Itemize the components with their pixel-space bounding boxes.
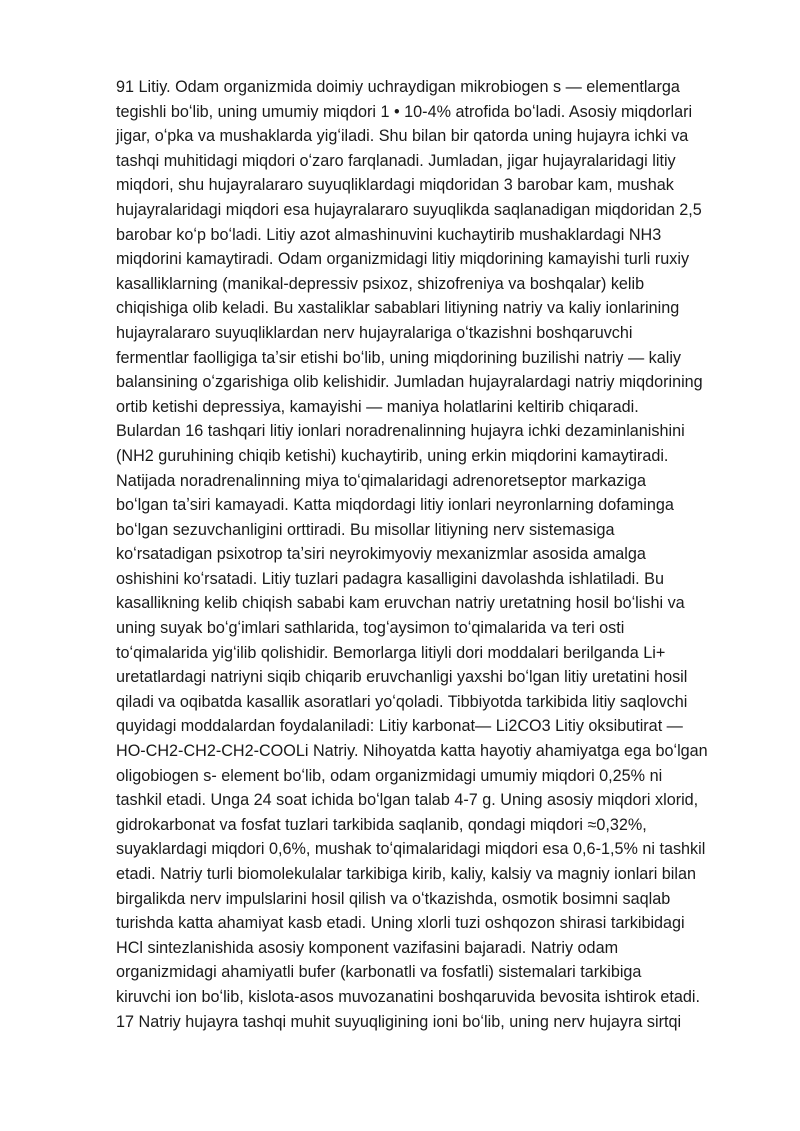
text-line: boʻlgan sezuvchanligini orttiradi. Bu misollar litiyning nerv sistemasiga <box>116 520 615 539</box>
text-line: hujayralaridagi miqdori esa hujayralararo suyuqlikda saqlanadigan miqdoridan 2,5 <box>116 200 702 219</box>
text-line: oligobiogen s- element boʻlib, odam organizmidagi umumiy miqdori 0,25% ni <box>116 766 663 785</box>
text-line: kasalliklarning (manikal-depressiv psixoz, shizofreniya va boshqalar) kelib <box>116 274 645 293</box>
text-line: boʻlgan taʼsiri kamayadi. Katta miqdordagi litiy ionlari neyronlarning dofaminga <box>116 496 674 515</box>
text-line: ortib ketishi depressiya, kamayishi — maniya holatlarini keltirib chiqaradi. <box>116 397 639 416</box>
text-line: quyidagi moddalardan foydalaniladi: Litiy karbonat— Li2CO3 Litiy oksibutirat — <box>116 717 683 736</box>
text-line: Natijada noradrenalinning miya toʻqimalaridagi adrenoretseptor markaziga <box>116 471 646 490</box>
text-line: birgalikda nerv impulslarini hosil qilish va oʻtkazishda, osmotik bosimni saqlab <box>116 889 671 908</box>
text-line: qiladi va oqibatda kasallik asoratlari yoʻqoladi. Tibbiyotda tarkibida litiy saqlovchi <box>116 692 688 711</box>
text-line: HO-CH2-CH2-CH2-COOLi Natriy. Nihoyatda katta hayotiy ahamiyatga ega boʻlgan <box>116 742 708 761</box>
text-line: kasallikning kelib chiqish sababi kam eruvchan natriy uretatning hosil boʻlishi va <box>116 594 685 613</box>
text-line: (NH2 guruhining chiqib ketishi) kuchaytirib, uning erkin miqdorini kamaytiradi. <box>116 446 669 465</box>
text-line: etadi. Natriy turli biomolekulalar tarkibiga kirib, kaliy, kalsiy va magniy ionlari bilan <box>116 865 696 883</box>
text-line: toʻqimalarida yigʻilib qolishidir. Bemorlarga litiyli dori moddalari berilganda Li+ <box>116 643 666 662</box>
text-line: miqdorini kamaytiradi. Odam organizmidagi litiy miqdorining kamayishi turli ruxiy <box>116 250 690 269</box>
text-line: Bulardan 16 tashqari litiy ionlari noradrenalinning hujayra ichki dezaminlanishini <box>116 422 685 441</box>
text-line: jigar, oʻpka va mushaklarda yigʻiladi. Shu bilan bir qatorda uning hujayra ichki va <box>116 127 689 146</box>
text-line: 91 Litiy. Odam organizmida doimiy uchraydigan mikrobiogen s — elementlarga <box>116 78 680 96</box>
text-line: hujayralararo suyuqliklardan nerv hujayralariga oʻtkazishni boshqaruvchi <box>116 323 633 342</box>
text-line: organizmidagi ahamiyatli bufer (karbonatli va fosfatli) sistemalari tarkibiga <box>116 963 642 982</box>
text-line: uretatlardagi natriyni siqib chiqarib eruvchanligi yaxshi boʻlgan litiy uretatini hosil <box>116 668 688 687</box>
text-line: uning suyak boʻgʻimlari sathlarida, togʻaysimon toʻqimalarida va teri osti <box>116 619 625 638</box>
text-line: balansining oʻzgarishiga olib kelishidir. Jumladan hujayralardagi natriy miqdorining <box>116 373 703 392</box>
text-line: 17 Natriy hujayra tashqi muhit suyuqligining ioni boʻlib, uning nerv hujayra sirtqi <box>116 1012 682 1031</box>
text-line: tegishli boʻlib, uning umumiy miqdori 1 • 10-4% atrofida boʻladi. Asosiy miqdorlari <box>116 102 693 121</box>
text-line: tashkil etadi. Unga 24 soat ichida boʻlgan talab 4-7 g. Uning asosiy miqdori xlorid, <box>116 791 699 810</box>
text-line: suyaklardagi miqdori 0,6%, mushak toʻqimalaridagi miqdori esa 0,6-1,5% ni tashkil <box>116 840 706 859</box>
text-line: HCl sintezlanishida asosiy komponent vazifasini bajaradi. Natriy odam <box>116 938 619 957</box>
text-line: fermentlar faolligiga taʼsir etishi boʻlib, uning miqdorining buzilishi natriy — kaliy <box>116 348 682 367</box>
text-line: miqdori, shu hujayralararo suyuqliklardagi miqdoridan 3 barobar kam, mushak <box>116 176 674 195</box>
body-text <box>116 75 756 1034</box>
text-line: chiqishiga olib keladi. Bu xastaliklar sabablari litiyning natriy va kaliy ionlarining <box>116 299 680 318</box>
text-line: gidrokarbonat va fosfat tuzlari tarkibida saqlanib, qondagi miqdori ≈0,32%, <box>116 815 647 834</box>
text-line: koʻrsatadigan psixotrop taʼsiri neyrokimyoviy mexanizmlar asosida amalga <box>116 545 646 564</box>
text-line: turishda katta ahamiyat kasb etadi. Uning xlorli tuzi oshqozon shirasi tarkibidagi <box>116 914 685 933</box>
text-line: kiruvchi ion boʻlib, kislota-asos muvozanatini boshqaruvida bevosita ishtirok etadi. <box>116 987 700 1006</box>
text-line: tashqi muhitidagi miqdori oʻzaro farqlanadi. Jumladan, jigar hujayralaridagi litiy <box>116 151 676 170</box>
text-line: barobar koʻp boʻladi. Litiy azot almashinuvini kuchaytirib mushaklardagi NH3 <box>116 225 662 244</box>
text-line: oshishini koʻrsatadi. Litiy tuzlari padagra kasalligini davolashda ishlatiladi. Bu <box>116 569 664 588</box>
